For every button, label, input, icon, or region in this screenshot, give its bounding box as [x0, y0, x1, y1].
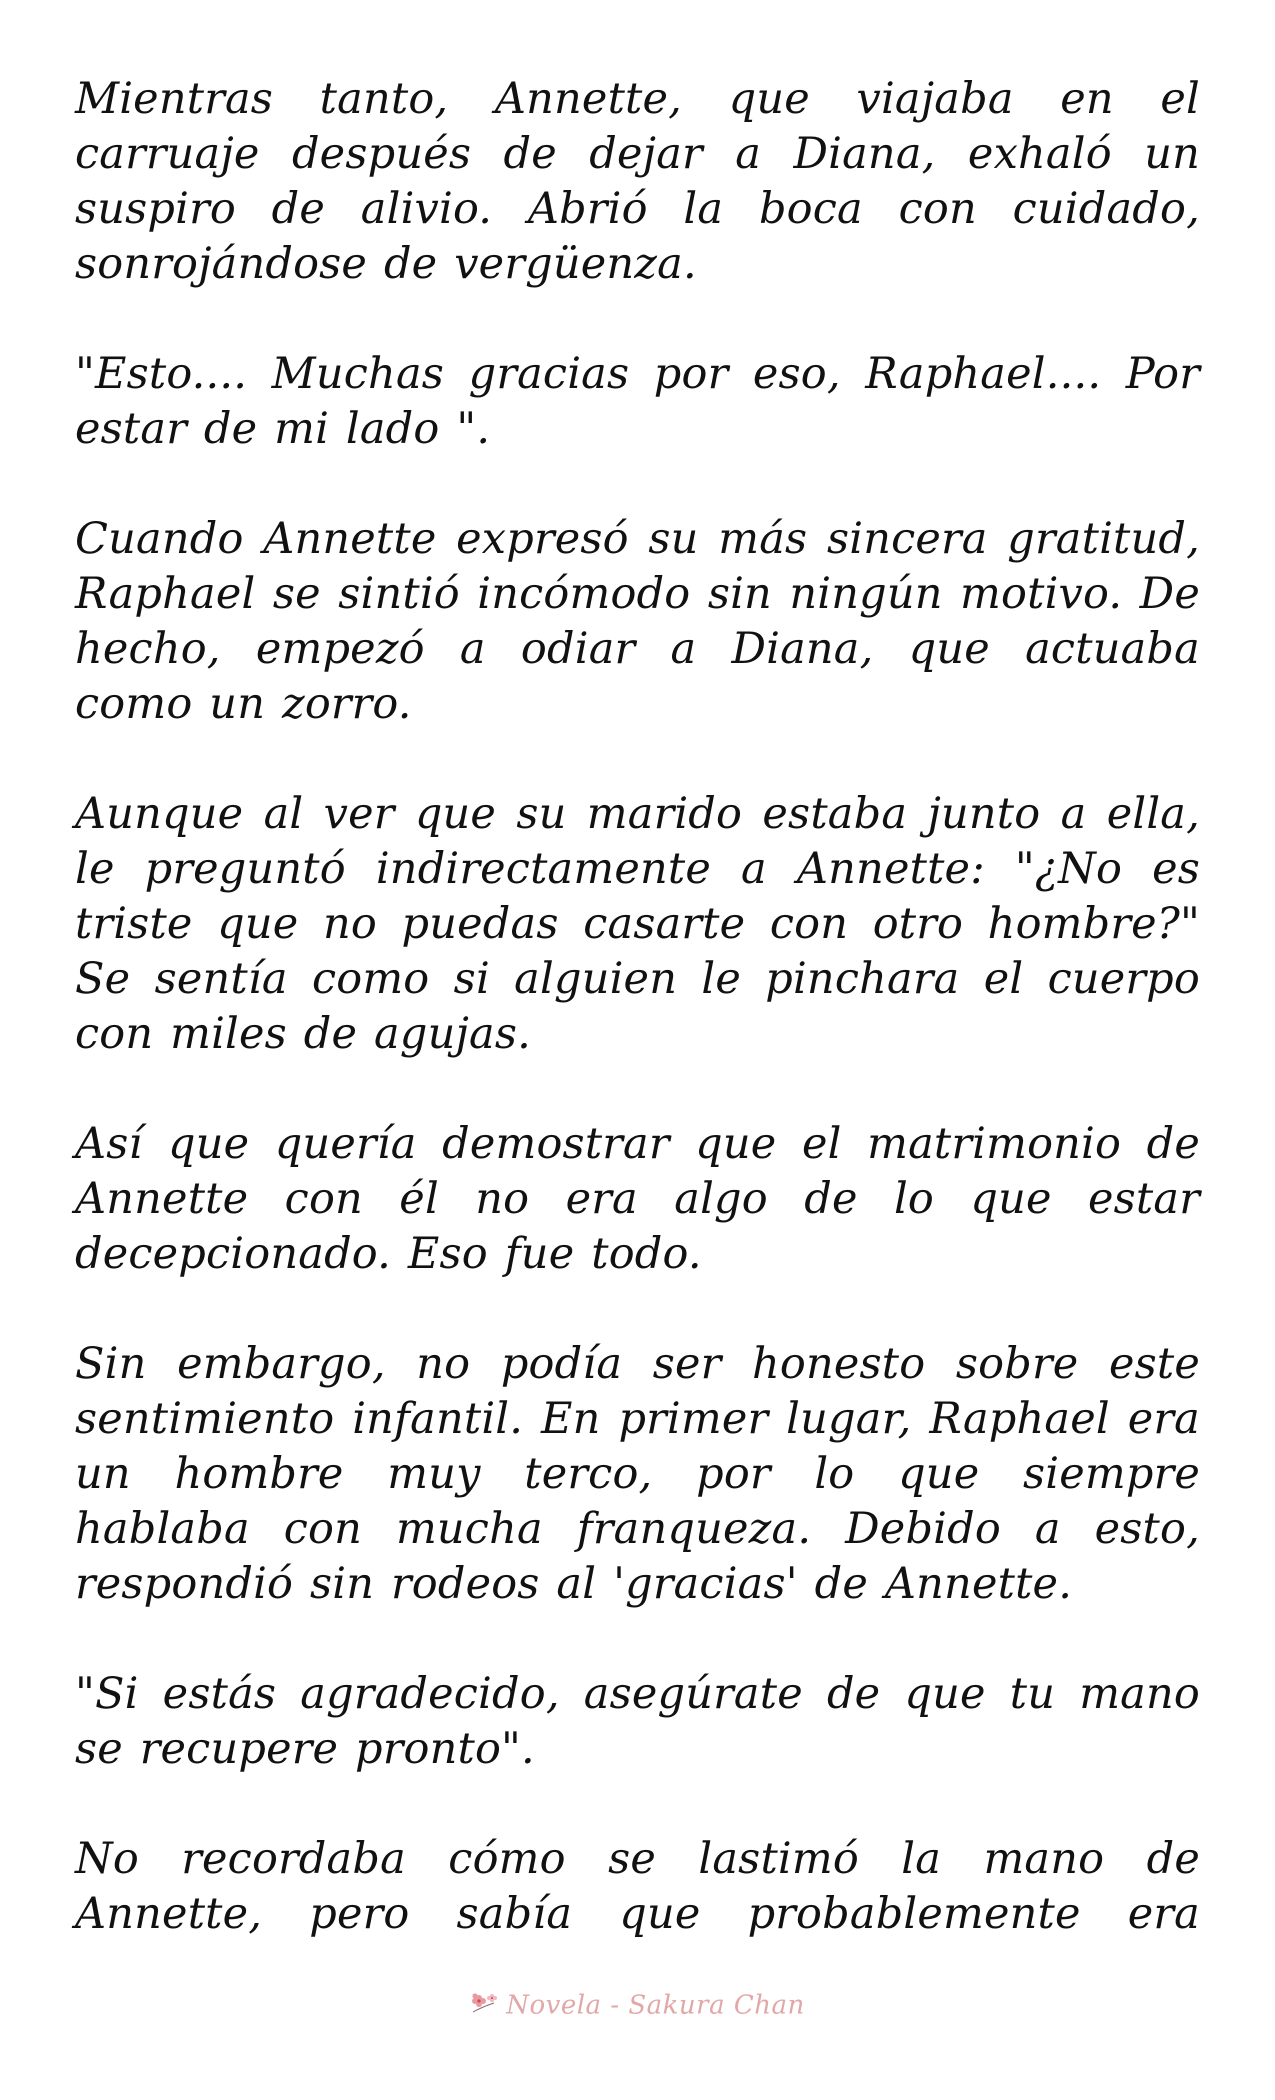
paragraph-7: "Si estás agradecido, asegúrate de que tu mano se recupere pronto". [75, 1669, 1200, 1774]
paragraph-2: "Esto.... Muchas gracias por eso, Raphael.... Por estar de mi lado ". [75, 349, 1200, 454]
paragraph-3: Cuando Annette expresó su más sincera gratitud, Raphael se sintió incómodo sin ningún motivo. De hecho, empezó a odiar a Diana, que actuaba como un zorro. [75, 514, 1200, 729]
paragraph-5: Así que quería demostrar que el matrimonio de Annette con él no era algo de lo que estar decepcionado. Eso fue todo. [75, 1119, 1200, 1279]
paragraph-4: Aunque al ver que su marido estaba junto a ella, le preguntó indirectamente a Annette: "¿No es triste que no puedas casarte con otro hombre?" Se sentía como si alguien le pinchara el cuerpo con miles de agujas. [75, 789, 1200, 1059]
paragraph-8: No recordaba cómo se lastimó la mano de Annette, pero sabía que probablemente era [75, 1834, 1200, 1939]
paragraph-1: Mientras tanto, Annette, que viajaba en el carruaje después de dejar a Diana, exhaló un suspiro de alivio. Abrió la boca con cuidado, sonrojándose de vergüenza. [75, 74, 1200, 289]
paragraph-6: Sin embargo, no podía ser honesto sobre este sentimiento infantil. En primer lugar, Raphael era un hombre muy terco, por lo que siempre hablaba con mucha franqueza. Debido a esto, respondió sin rodeos al 'gracias' de Annette. [75, 1339, 1200, 1609]
document-body [75, 72, 1200, 1942]
watermark [0, 1990, 1275, 2023]
cherry-blossom-icon [470, 1990, 500, 2023]
watermark-text: Novela - Sakura Chan [506, 1990, 805, 2021]
